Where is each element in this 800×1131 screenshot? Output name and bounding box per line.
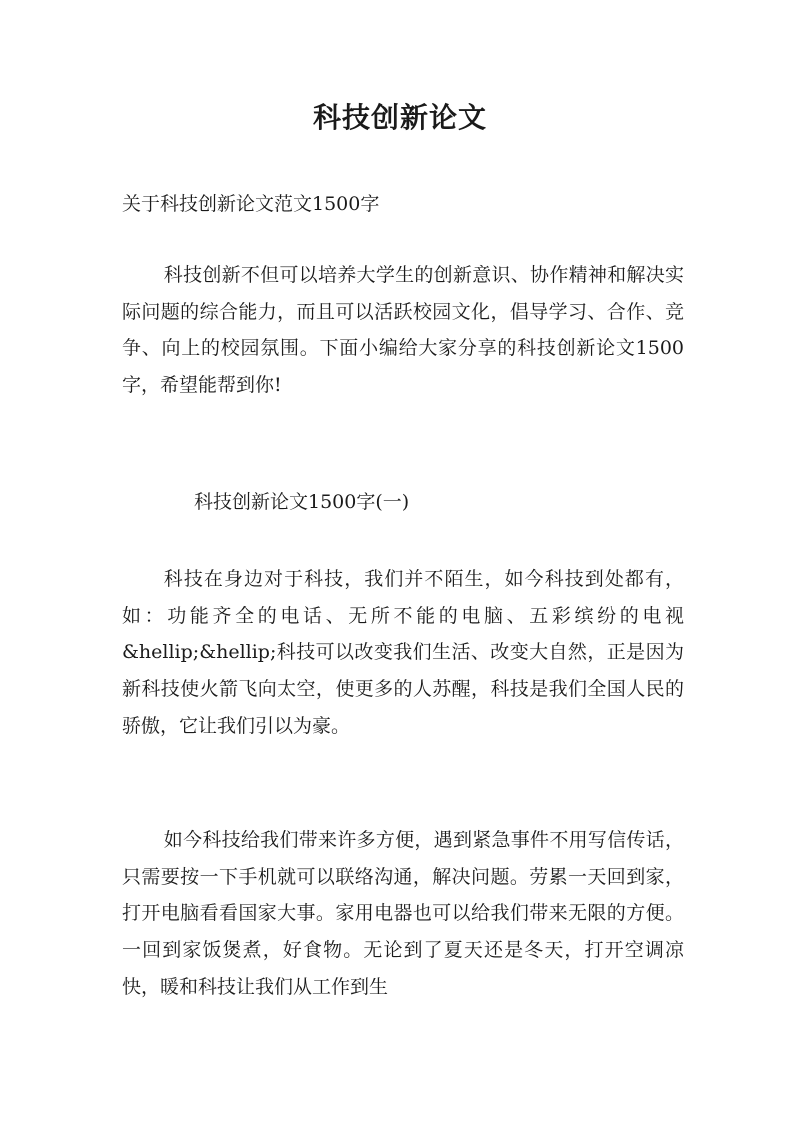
section-heading: 科技创新论文1500字(一) (194, 491, 410, 513)
intro-paragraph: 科技创新不但可以培养大学生的创新意识、协作精神和解决实际问题的综合能力，而且可以活跃校园文化，倡导学习、合作、竞争、向上的校园氛围。下面小编给大家分享的科技创新论文1500字，希望能帮到你! (122, 264, 684, 397)
body-paragraph: 科技在身边对于科技，我们并不陌生，如今科技到处都有，如：功能齐全的电话、无所不能的电脑、五彩缤纷的电视&hellip;&hellip;科技可以改变我们生活、改变大自然，正是因为新科技使火箭飞向太空，使更多的人苏醒，科技是我们全国人民的骄傲，它让我们引以为豪。 (122, 568, 684, 737)
document-title: 科技创新论文 (312, 101, 487, 134)
document-subtitle: 关于科技创新论文范文1500字 (122, 193, 380, 215)
body-paragraph: 如今科技给我们带来许多方便，遇到紧急事件不用写信传话，只需要按一下手机就可以联络沟通，解决问题。劳累一天回到家，打开电脑看看国家大事。家用电器也可以给我们带来无限的方便。一回到家饭煲煮，好食物。无论到了夏天还是冬天，打开空调凉快，暖和科技让我们从工作到生 (122, 829, 684, 998)
